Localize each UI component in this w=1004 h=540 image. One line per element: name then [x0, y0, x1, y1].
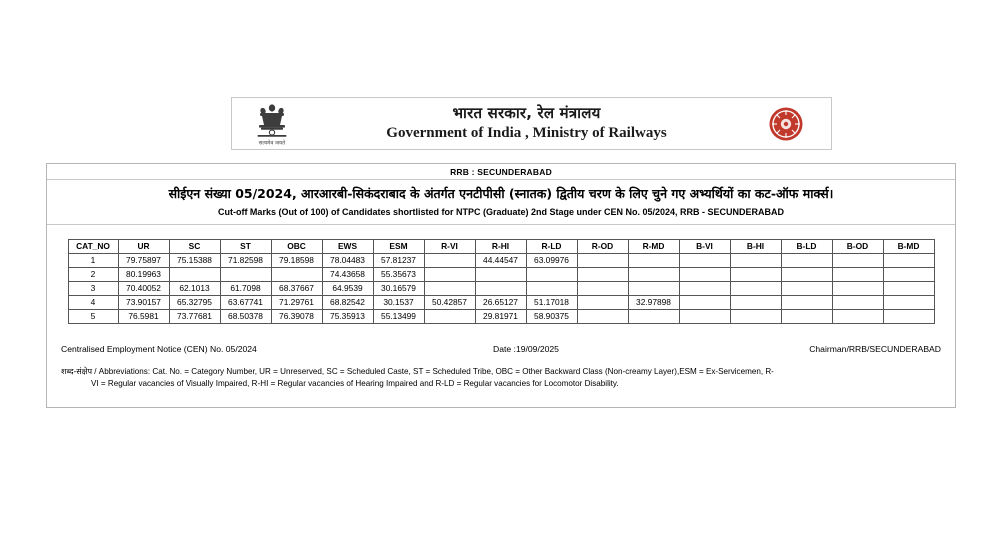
notice-text-english: Cut-off Marks (Out of 100) of Candidates shortlisted for NTPC (Graduate) 2nd Stage under CEN No. 05/2024, RRB - SECUNDERABAD — [217, 206, 785, 217]
cell-value — [832, 309, 883, 323]
cell-value — [577, 253, 628, 267]
cell-value — [781, 295, 832, 309]
cell-catno: 1 — [68, 253, 118, 267]
header-titles — [312, 104, 741, 143]
cell-value — [883, 309, 934, 323]
cell-value — [883, 267, 934, 281]
cell-value: 61.7098 — [220, 281, 271, 295]
col-header: B-MD — [883, 239, 934, 253]
india-state-emblem — [232, 101, 312, 147]
cell-value: 71.29761 — [271, 295, 322, 309]
cell-value — [424, 267, 475, 281]
cell-value — [271, 267, 322, 281]
cell-value — [628, 309, 679, 323]
col-header: R-VI — [424, 239, 475, 253]
cell-value — [883, 253, 934, 267]
cell-catno: 3 — [68, 281, 118, 295]
cell-value: 71.82598 — [220, 253, 271, 267]
cell-value: 76.5981 — [118, 309, 169, 323]
header-title-hindi: भारत सरकार, रेल मंत्रालय — [452, 104, 601, 123]
cell-value: 64.9539 — [322, 281, 373, 295]
cell-value: 79.75897 — [118, 253, 169, 267]
cell-value — [883, 295, 934, 309]
table-row — [68, 281, 934, 295]
cell-value: 68.50378 — [220, 309, 271, 323]
svg-text:सत्यमेव जयते: सत्यमेव जयते — [258, 140, 286, 146]
cell-value: 78.04483 — [322, 253, 373, 267]
cell-value — [781, 309, 832, 323]
cell-value — [781, 253, 832, 267]
cell-value — [475, 281, 526, 295]
cell-value: 75.15388 — [169, 253, 220, 267]
cell-value — [679, 267, 730, 281]
notice-text-hindi: सीईएन संख्या 05/2024, आरआरबी-सिकंदराबाद के अंतर्गत एनटीपीसी (स्नातक) द्वितीय चरण के लिए चुने गए अभ्यर्थियों का कट-ऑफ मार्क्स। — [168, 186, 834, 201]
cell-value: 68.37667 — [271, 281, 322, 295]
table-row — [68, 309, 934, 323]
cell-value: 26.65127 — [475, 295, 526, 309]
cell-value — [883, 281, 934, 295]
abbreviations-line-2: VI = Regular vacancies of Visually Impaired, R-HI = Regular vacancies of Hearing Impaired and R-LD = Regular vacancies for Locomotor Disability. — [91, 379, 619, 389]
cell-value: 57.81237 — [373, 253, 424, 267]
document-header-band — [231, 97, 832, 150]
cell-value — [679, 281, 730, 295]
cell-value: 70.40052 — [118, 281, 169, 295]
cell-value: 73.77681 — [169, 309, 220, 323]
cell-value: 62.1013 — [169, 281, 220, 295]
cell-value — [424, 253, 475, 267]
cell-value — [628, 267, 679, 281]
cell-value: 75.35913 — [322, 309, 373, 323]
cell-value — [832, 281, 883, 295]
cell-value: 63.09976 — [526, 253, 577, 267]
table-row — [68, 253, 934, 267]
col-header: SC — [169, 239, 220, 253]
cell-value — [577, 267, 628, 281]
cell-value: 55.13499 — [373, 309, 424, 323]
cen-number-label: Centralised Employment Notice (CEN) No. 05/2024 — [61, 343, 257, 354]
cell-value: 32.97898 — [628, 295, 679, 309]
col-header: B-HI — [730, 239, 781, 253]
col-header: R-MD — [628, 239, 679, 253]
date-label: Date :19/09/2025 — [493, 343, 559, 354]
document-body — [46, 163, 956, 408]
cell-value — [679, 253, 730, 267]
cell-value: 29.81971 — [475, 309, 526, 323]
cell-value — [424, 309, 475, 323]
col-header: EWS — [322, 239, 373, 253]
cell-value — [628, 281, 679, 295]
cell-value: 74.43658 — [322, 267, 373, 281]
col-header: ESM — [373, 239, 424, 253]
cell-value — [577, 309, 628, 323]
cell-catno: 4 — [68, 295, 118, 309]
col-header: R-HI — [475, 239, 526, 253]
cell-value: 63.67741 — [220, 295, 271, 309]
cell-value: 51.17018 — [526, 295, 577, 309]
cell-value: 50.42857 — [424, 295, 475, 309]
cell-value: 30.16579 — [373, 281, 424, 295]
cutoff-marks-table — [68, 239, 935, 324]
cell-value: 65.32795 — [169, 295, 220, 309]
cell-value — [730, 309, 781, 323]
col-header: R-OD — [577, 239, 628, 253]
col-header: B-LD — [781, 239, 832, 253]
col-header: OBC — [271, 239, 322, 253]
cell-value: 30.1537 — [373, 295, 424, 309]
cell-value — [577, 281, 628, 295]
cell-value: 44.44547 — [475, 253, 526, 267]
cell-value — [781, 281, 832, 295]
signatory-label: Chairman/RRB/SECUNDERABAD — [809, 343, 941, 354]
cell-value — [577, 295, 628, 309]
table-row — [68, 295, 934, 309]
cell-value — [832, 267, 883, 281]
cell-value — [679, 309, 730, 323]
cell-value: 79.18598 — [271, 253, 322, 267]
cell-value: 58.90375 — [526, 309, 577, 323]
cell-catno: 5 — [68, 309, 118, 323]
cell-value — [781, 267, 832, 281]
cutoff-table-wrap — [47, 225, 955, 324]
table-header-row — [68, 239, 934, 253]
table-row — [68, 267, 934, 281]
cell-value: 73.90157 — [118, 295, 169, 309]
footer-row — [47, 344, 955, 354]
cell-value — [169, 267, 220, 281]
cell-value — [628, 253, 679, 267]
cell-value — [220, 267, 271, 281]
header-title-english: Government of India , Ministry of Railways — [386, 125, 667, 141]
cell-value — [424, 281, 475, 295]
indian-railways-logo — [741, 106, 831, 142]
cell-value — [475, 267, 526, 281]
col-header: ST — [220, 239, 271, 253]
col-header: B-OD — [832, 239, 883, 253]
cell-value — [679, 295, 730, 309]
cell-value: 76.39078 — [271, 309, 322, 323]
cell-value — [730, 267, 781, 281]
cell-value: 55.35673 — [373, 267, 424, 281]
abbreviations-line-1: शब्द-संक्षेप / Abbreviations: Cat. No. = Category Number, UR = Unreserved, SC = Scheduled Caste, ST = Scheduled Tribe, OBC = Other Backward Class (Non-creamy Layer),ESM = Ex-Servicemen, R- — [61, 366, 774, 376]
cell-value — [526, 281, 577, 295]
notice-block — [47, 180, 955, 225]
cell-value — [730, 253, 781, 267]
col-header: CAT_NO — [68, 239, 118, 253]
rrb-name-line: RRB : SECUNDERABAD — [47, 164, 955, 180]
col-header: UR — [118, 239, 169, 253]
col-header: B-VI — [679, 239, 730, 253]
cell-value: 68.82542 — [322, 295, 373, 309]
cell-value — [730, 295, 781, 309]
cell-value — [526, 267, 577, 281]
cell-value — [832, 295, 883, 309]
col-header: R-LD — [526, 239, 577, 253]
cell-value — [730, 281, 781, 295]
cell-catno: 2 — [68, 267, 118, 281]
cell-value: 80.19963 — [118, 267, 169, 281]
cell-value — [832, 253, 883, 267]
